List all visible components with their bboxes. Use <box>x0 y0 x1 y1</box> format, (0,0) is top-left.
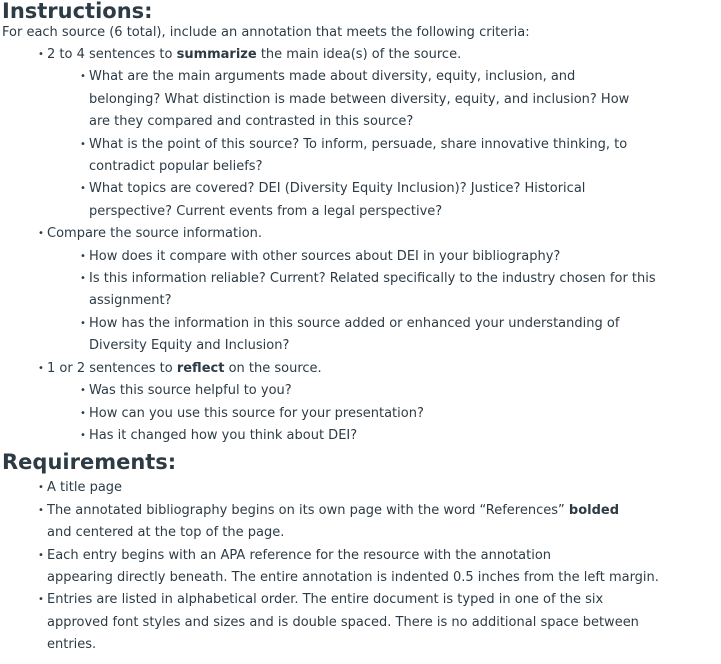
compare-question-2: • Is this information reliable? Current? Related specifically to the industry chosen for this assignment? <box>2 268 659 313</box>
requirement-references: • The annotated bibliography begins on its own page with the word “References” bolded and centered at the top of the page. <box>2 500 647 545</box>
bolded-word: bolded <box>568 502 620 518</box>
compare-question-1: • How does it compare with other sources about DEI in your bibliography? <box>2 246 669 268</box>
reflect-question-2: • How can you use this source for your presentation? <box>2 403 721 425</box>
summarize-question-2: • What is the point of this source? To inform, persuade, share innovative thinking, to contradict popular beliefs? <box>2 134 634 179</box>
compare-question-3: • How has the information in this source added or enhanced your understanding of Diversity Equity and Inclusion? <box>2 313 634 358</box>
requirements-heading: Requirements: <box>2 450 177 475</box>
criteria-list <box>2 44 721 447</box>
criterion-compare: • Compare the source information. • How does it compare with other sources about DEI in your bibliography? • Is this information reliable? Current? Related specifically to the industry chosen for this assignment? • How has the information in this source added or enhanced your understanding of Diversity Equity and Inclusion? <box>2 223 721 357</box>
requirement-alphabetical: • Entries are listed in alphabetical order. The entire document is typed in one of the six approved font styles and sizes and is double spaced. There is no additional space between entries. <box>2 589 647 656</box>
summarize-question-3: • What topics are covered? DEI (Diversity Equity Inclusion)? Justice? Historical perspective? Current events from a legal perspective? <box>2 178 669 223</box>
instructions-heading: Instructions: <box>2 0 153 23</box>
requirement-apa-entry: • Each entry begins with an APA reference for the resource with the annotation appearing directly beneath. The entire annotation is indented 0.5 inches from the left margin. <box>2 545 687 590</box>
criterion-reflect: • 1 or 2 sentences to reflect on the source. • Was this source helpful to you? • How can you use this source for your presentation? • Has it changed how you think about DEI? <box>2 358 721 448</box>
summarize-question-1: • What are the main arguments made about diversity, equity, inclusion, and belonging? What distinction is made between diversity, equity, and inclusion? How are they compared and contrasted in this source? <box>2 66 649 133</box>
reflect-sublist <box>47 380 721 447</box>
reflect-question-1: • Was this source helpful to you? <box>2 380 721 402</box>
reflect-bold: reflect <box>176 360 225 376</box>
summarize-bold: summarize <box>176 47 257 62</box>
summarize-sublist <box>47 66 721 223</box>
requirements-list <box>2 477 721 656</box>
compare-sublist <box>47 246 721 358</box>
criterion-summarize: • 2 to 4 sentences to summarize the main idea(s) of the source. • What are the main arguments made about diversity, equity, inclusion, and belonging? What distinction is made between diversity, equity, and inclusion? How are they compared and contrasted in this source? • What is the point of this source? To inform, persuade, share innovative thinking, to contradict popular beliefs? • What topics are covered? DEI (Diversity Equity Inclusion)? Justice? Historical perspective? Current events from a legal perspective? <box>2 44 721 223</box>
instructions-intro: For each source (6 total), include an annotation that meets the following criteria: <box>2 25 530 40</box>
reflect-question-3: • Has it changed how you think about DEI? <box>2 425 721 447</box>
requirement-title-page: • A title page <box>2 477 721 499</box>
